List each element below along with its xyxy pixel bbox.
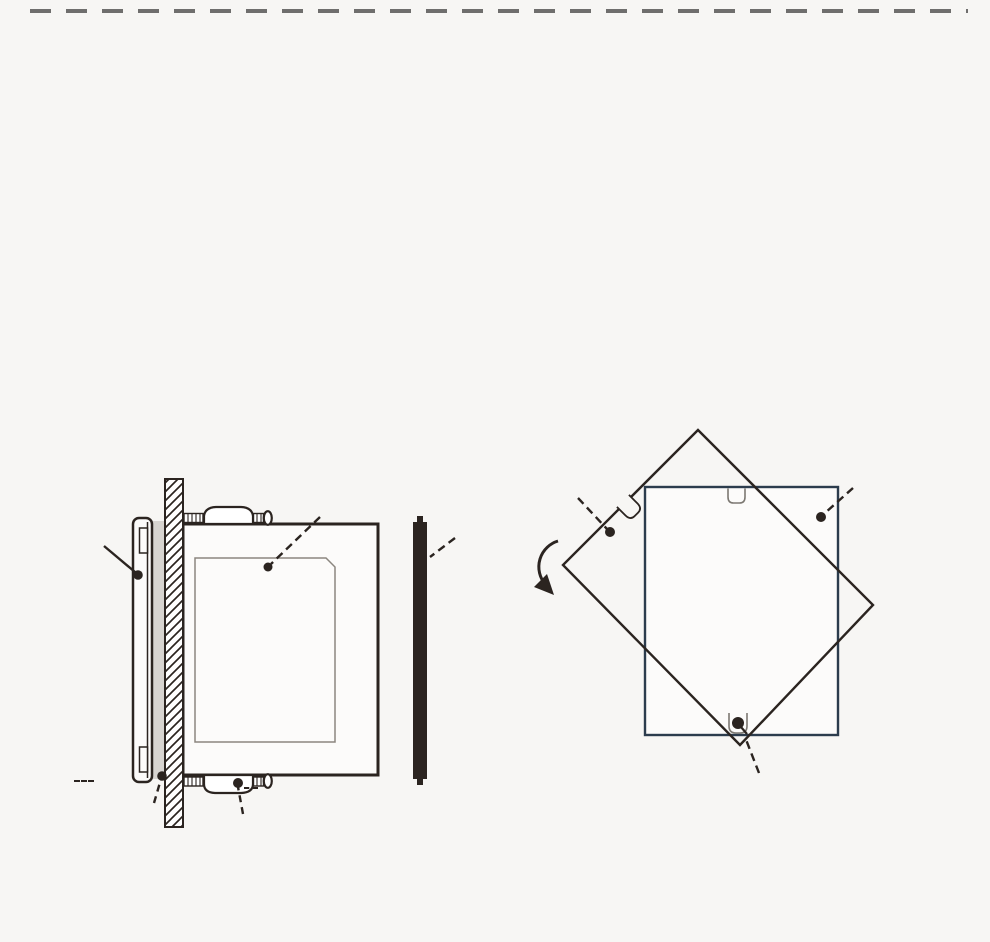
screw-hole-leader xyxy=(745,737,759,773)
wiring-cover-bar xyxy=(413,522,427,779)
bracket-callout-dot xyxy=(233,778,243,788)
back-view-diagram xyxy=(534,430,873,773)
side-view-diagram xyxy=(104,479,455,827)
front-panel-bezel xyxy=(133,518,152,782)
bottom-fixing-bracket xyxy=(184,774,272,793)
instrument-body xyxy=(183,524,378,775)
label-fixing-bracket xyxy=(244,783,258,789)
top-fixing-bracket xyxy=(184,507,272,525)
seal-leader xyxy=(154,779,161,803)
panel-wall xyxy=(165,479,183,827)
rotation-arrowhead xyxy=(534,574,554,595)
label-seal-gasket xyxy=(74,776,94,782)
cover-screw-tab xyxy=(617,495,642,520)
terminal-plate xyxy=(645,487,838,735)
front-panel-leader xyxy=(104,546,135,572)
rotation-arrow xyxy=(539,541,558,584)
seal-gasket-strip xyxy=(152,521,166,779)
top-screw-tab xyxy=(728,489,745,504)
cover-side-leader xyxy=(430,538,455,557)
